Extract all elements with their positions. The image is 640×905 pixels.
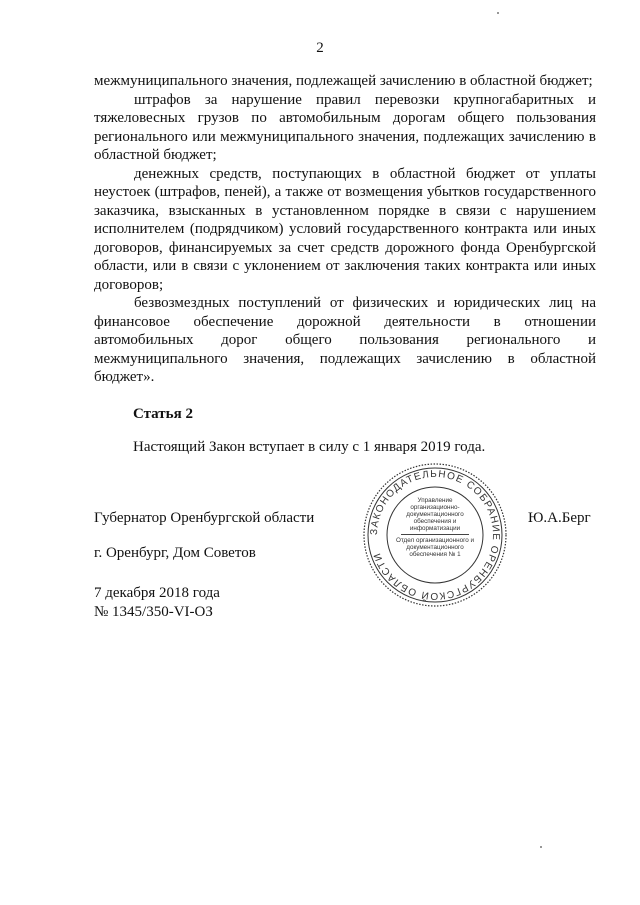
seal-department: Управление организационно-документационного обеспечения и информатизации: [406, 497, 464, 532]
page-number: 2: [316, 40, 324, 56]
document-date: 7 декабря 2018 года: [94, 585, 220, 601]
body-text: [94, 72, 596, 387]
signer-title: Губернатор Оренбургской области: [94, 510, 315, 526]
scan-speck: [497, 12, 499, 14]
seal-divider: [401, 534, 469, 535]
paragraph-4: безвозмездных поступлений от физических и юридических лиц на финансовое обеспечение дорожной деятельности в отношении автомобильных дорог общего пользования регионального и межмуниципального значения, подлежащих зачислению в областной бюджет».: [94, 295, 596, 385]
seal-inner: [395, 495, 475, 575]
paragraph-2: штрафов за нарушение правил перевозки крупногабаритных и тяжеловесных грузов по автомобильным дорогам общего пользования регионального или межмуниципального значения, подлежащих зачислению в областной бюджет;: [94, 91, 596, 163]
paragraph-1: межмуниципального значения, подлежащей зачислению в областной бюджет;: [94, 73, 593, 89]
law-number: № 1345/350-VI-ОЗ: [94, 604, 213, 620]
seal-ring-text: ЗАКОНОДАТЕЛЬНОЕ СОБРАНИЕ ОРЕНБУРГСКОЙ ОБЛАСТИ: [368, 468, 502, 602]
article-text: Настоящий Закон вступает в силу с 1 января 2019 года.: [133, 439, 486, 455]
paragraph-3: денежных средств, поступающих в областной бюджет от уплаты неустоек (штрафов, пеней), а также от возмещения убытков государственного заказчика, взысканных в установленном порядке в связи с нарушением исполнителем (подрядчиком) условий государственного контракта или иных договоров, финансируемых за счет средств дорожного фонда Оренбургской области, или в связи с уклонением от заключения таких контракта или иных договоров;: [94, 165, 596, 293]
seal-division: Отдел организационного и документационного обеспечения № 1: [395, 537, 475, 558]
scan-speck: [540, 846, 542, 848]
place: г. Оренбург, Дом Советов: [94, 545, 256, 561]
official-seal: [362, 462, 508, 608]
article-title: Статья 2: [133, 406, 193, 422]
signer-name: Ю.А.Берг: [528, 510, 591, 526]
